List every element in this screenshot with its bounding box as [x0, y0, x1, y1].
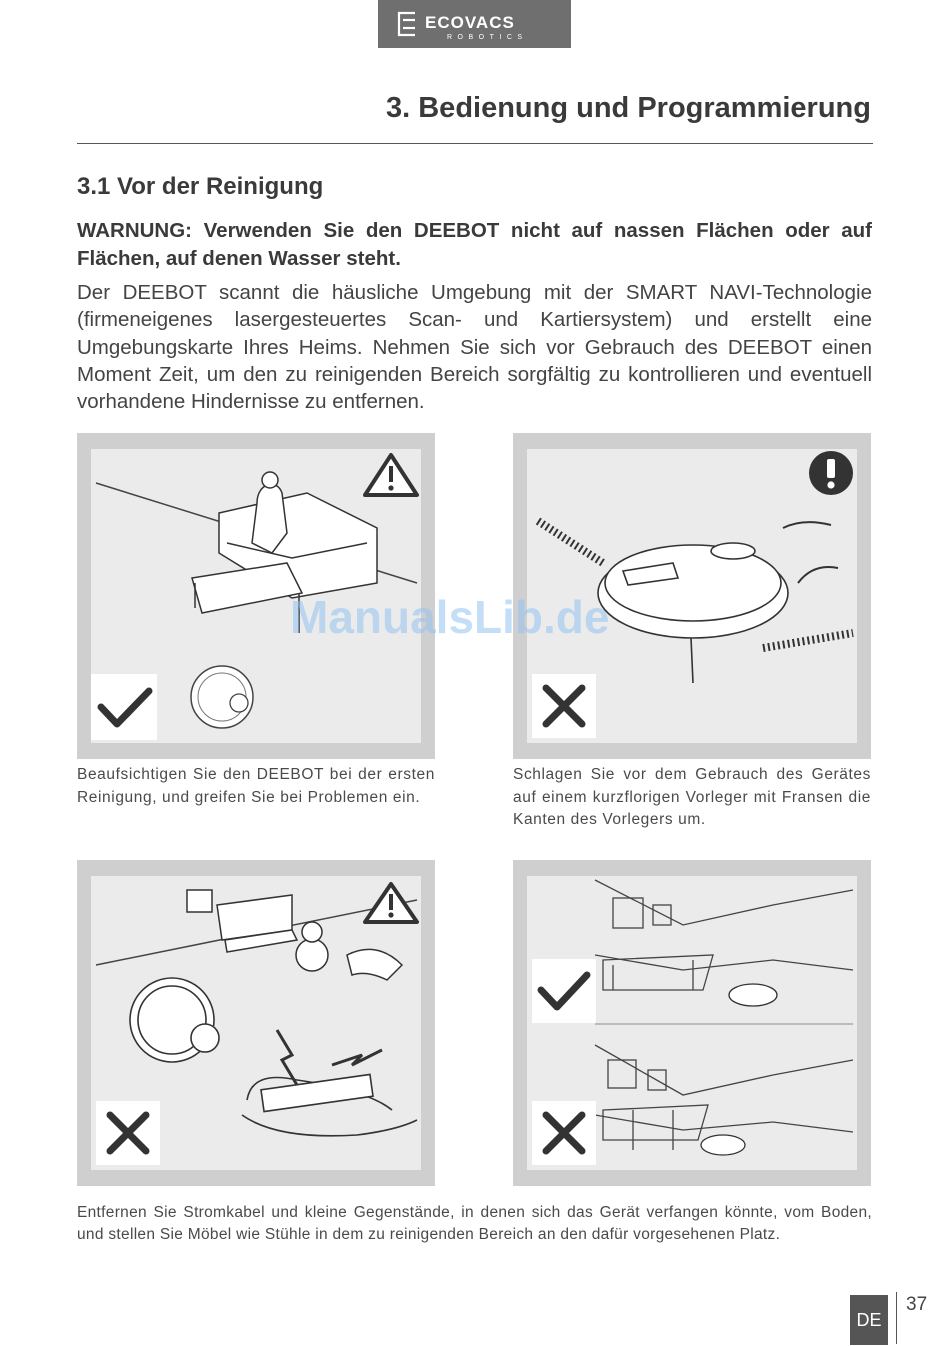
watermark: ManualsLib.de [290, 591, 610, 643]
brand-subtitle: ROBOTICS [446, 34, 528, 41]
page-number-divider [896, 1292, 897, 1344]
caption-supervise: Beaufsichtigen Sie den DEEBOT bei der ersten Reinigung, und greifen Sie bei Problemen ein. [77, 766, 435, 806]
checkmark-icon [532, 959, 596, 1023]
robot-vacuum-icon [598, 543, 788, 683]
cross-icon [532, 674, 596, 738]
caption-rug: Schlagen Sie vor dem Gebrauch des Gerätes auf einem kurzflorigen Vorleger mit Fransen die Kanten des Vorlegers um. [513, 766, 871, 829]
intro-paragraph: Der DEEBOT scannt die häusliche Umgebung mit der SMART NAVI-Technologie (firmeneigenes lasergesteuertes Scan- und Kartiersystem) und erstellt eine Umgebungskarte Ihres Heims. Nehmen Sie sich vor Gebrauch des DEEBOT einen Moment Zeit, um den zu reinigenden Bereich sorgfältig zu kontrollieren und eventuell vorhandene Hindernisse zu entfernen. [77, 281, 872, 414]
exclamation-icon [809, 451, 853, 495]
chapter-title: 3. Bedienung und Programmierung [386, 92, 871, 124]
illustration-cables [77, 860, 435, 1186]
section-title: 3.1 Vor der Reinigung [77, 173, 324, 200]
cables-obstacles-illustration [77, 860, 435, 1186]
checkmark-icon [91, 674, 157, 740]
robot-vacuum-icon [130, 978, 219, 1062]
cross-icon [96, 1101, 160, 1165]
robot-vacuum-icon [191, 666, 253, 728]
language-badge: DE [850, 1295, 888, 1345]
robot-vacuum-icon [701, 984, 777, 1155]
room-furniture-illustration [513, 860, 871, 1186]
cross-icon [532, 1101, 596, 1165]
page-number: 37 [906, 1294, 928, 1315]
illustration-furniture [513, 860, 871, 1186]
warning-triangle-icon [365, 884, 417, 922]
warning-text: WARNUNG: Verwenden Sie den DEEBOT nicht auf nassen Flächen oder auf Flächen, auf denen Wasser steht. [77, 219, 872, 270]
title-divider [77, 143, 873, 144]
ecovacs-logo [378, 0, 571, 48]
brand-name: ECOVACS [424, 13, 515, 32]
obstacles-instruction: Entfernen Sie Stromkabel und kleine Gegenstände, in denen sich das Gerät verfangen könnte, vom Boden, und stellen Sie Möbel wie Stühle in dem zu reinigenden Bereich an den dafür vorgesehenen Platz. [77, 1204, 872, 1244]
warning-triangle-icon [365, 455, 417, 495]
